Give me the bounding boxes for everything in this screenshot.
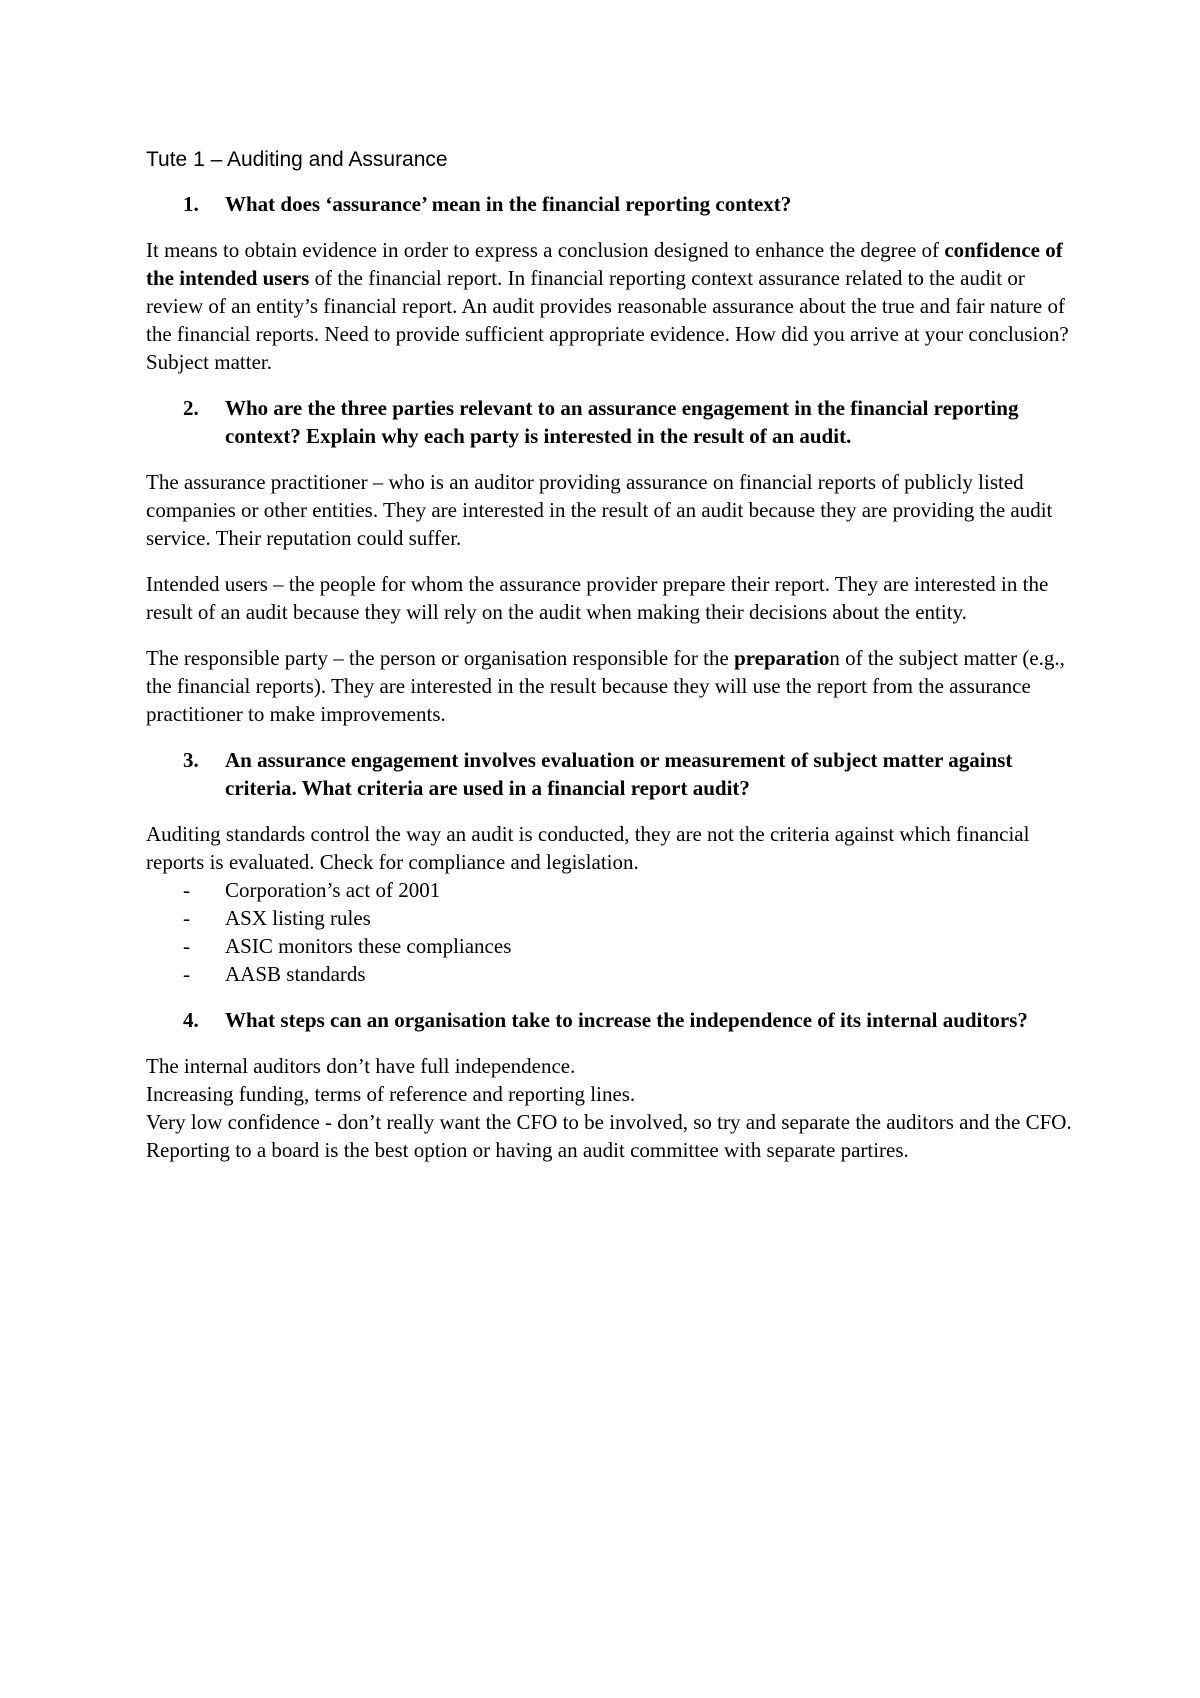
list-item-text: ASX listing rules xyxy=(225,906,371,930)
list-item xyxy=(146,960,1076,988)
list-item-text: Corporation’s act of 2001 xyxy=(225,878,441,902)
question-3-text: An assurance engagement involves evaluation or measurement of subject matter against criteria. What criteria are used in a financial report audit? xyxy=(225,748,1013,800)
list-bullet: - xyxy=(183,962,190,986)
document-title: Tute 1 – Auditing and Assurance xyxy=(146,148,448,171)
answer-4-line-3: Very low confidence - don’t really want the CFO to be involved, so try and separate the auditors and the CFO. Reporting to a board is the best option or having an audit committee with separate partires. xyxy=(146,1110,1072,1162)
answer-2-paragraph-1: The assurance practitioner – who is an auditor providing assurance on financial reports of publicly listed companies or other entities. They are interested in the result of an audit because they are providing the audit service. Their reputation could suffer. xyxy=(146,470,1053,550)
question-4-number: 4. xyxy=(183,1008,199,1032)
question-2 xyxy=(146,394,1076,450)
list-item-text: ASIC monitors these compliances xyxy=(225,934,512,958)
answer-2-p3-part1: The responsible party – the person or organisation responsible for the xyxy=(146,646,735,670)
answer-1-emphasis: confidence of the intended users xyxy=(146,238,1063,290)
answer-2-p3-part2: n of the subject matter (e.g., the financial reports). They are interested in the result because they will use the report from the assurance practitioner to make improvements. xyxy=(146,646,1065,726)
answer-4 xyxy=(146,1052,1076,1164)
question-2-number: 2. xyxy=(183,396,199,420)
question-4-text: What steps can an organisation take to increase the independence of its internal auditors? xyxy=(225,1008,1028,1032)
question-1 xyxy=(146,190,1076,218)
question-3-number: 3. xyxy=(183,748,199,772)
list-item xyxy=(146,932,1076,960)
question-3 xyxy=(146,746,1076,802)
criteria-list xyxy=(146,876,1076,988)
question-1-text: What does ‘assurance’ mean in the financial reporting context? xyxy=(225,192,792,216)
answer-2-paragraph-3 xyxy=(146,644,1076,728)
question-4 xyxy=(146,1006,1076,1034)
list-bullet: - xyxy=(183,906,190,930)
list-item-text: AASB standards xyxy=(225,962,366,986)
list-bullet: - xyxy=(183,934,190,958)
list-item xyxy=(146,876,1076,904)
answer-4-line-1: The internal auditors don’t have full independence. xyxy=(146,1054,576,1078)
answer-1-part1: It means to obtain evidence in order to express a conclusion designed to enhance the degree of xyxy=(146,238,945,262)
list-bullet: - xyxy=(183,878,190,902)
question-1-number: 1. xyxy=(183,192,199,216)
document-page xyxy=(146,146,1076,1182)
answer-4-line-2: Increasing funding, terms of reference and reporting lines. xyxy=(146,1082,636,1106)
answer-1 xyxy=(146,236,1076,376)
answer-3-paragraph: Auditing standards control the way an audit is conducted, they are not the criteria against which financial reports is evaluated. Check for compliance and legislation. xyxy=(146,822,1030,874)
answer-1-part2: of the financial report. In financial reporting context assurance related to the audit or review of an entity’s financial report. An audit provides reasonable assurance about the true and fair nature of the financial reports. Need to provide sufficient appropriate evidence. How did you arrive at your conclusion? Subject matter. xyxy=(146,266,1069,374)
answer-2-p3-emphasis: preparatio xyxy=(734,646,830,670)
answer-2-paragraph-2: Intended users – the people for whom the assurance provider prepare their report. They are interested in the result of an audit because they will rely on the audit when making their decisions about the entity. xyxy=(146,572,1049,624)
list-item xyxy=(146,904,1076,932)
question-2-text: Who are the three parties relevant to an assurance engagement in the financial reporting context? Explain why each party is interested in the result of an audit. xyxy=(225,396,1019,448)
